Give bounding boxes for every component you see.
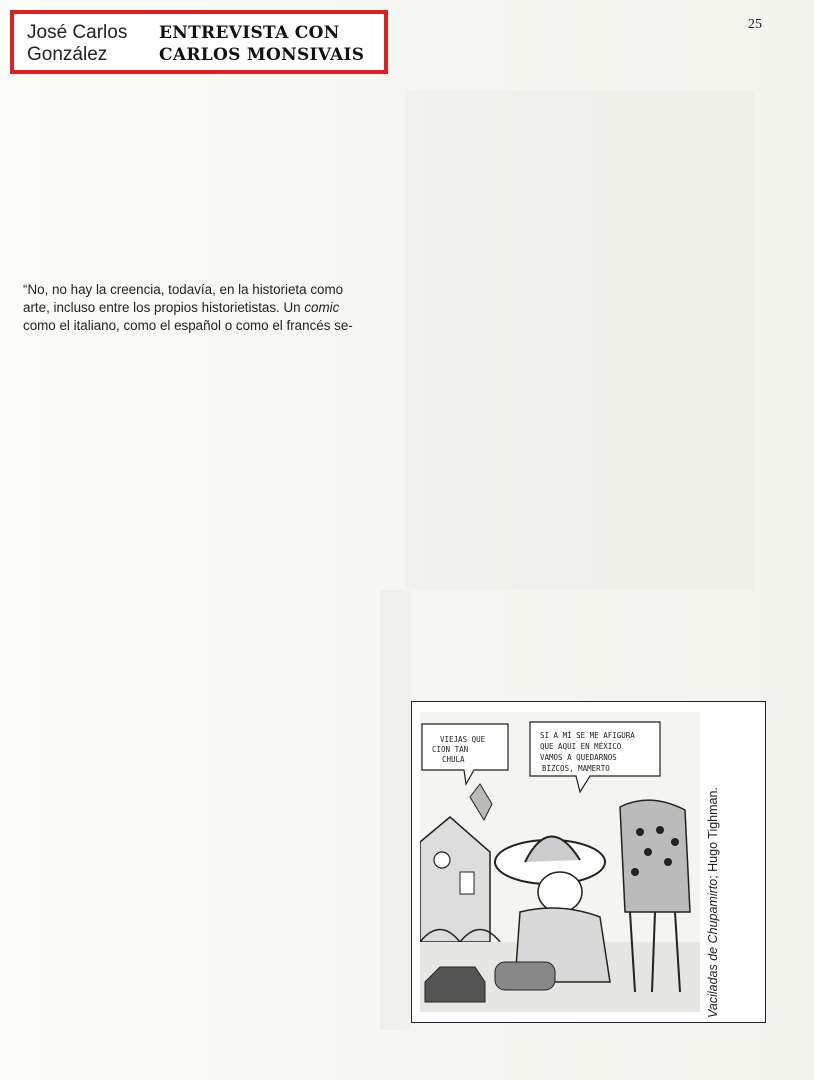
caption-italic: Vaciladas de Chupamirto — [706, 878, 720, 1018]
author-line: González — [27, 44, 108, 65]
woman-drawing — [620, 800, 690, 912]
bubble-text: CION TAN — [432, 745, 469, 754]
bubble-text: VAMOS A QUEDARNOS — [540, 753, 617, 762]
body-italic-word: comic — [304, 300, 340, 315]
comic-drawing — [420, 712, 700, 1012]
show-through-strip — [380, 590, 410, 1030]
title-line: ENTREVISTA CON — [159, 23, 340, 43]
author-line: José Carlos — [27, 22, 128, 43]
figure-caption — [706, 787, 720, 1018]
page-number: 25 — [748, 17, 762, 32]
body-line: “No, no hay la creencia, todavía, en la historieta como — [23, 282, 344, 297]
show-through-column — [405, 90, 755, 590]
body-line: como el italiano, como el español o como el francés se- — [23, 318, 353, 333]
bubble-text: CHULA — [442, 755, 465, 764]
author-name — [27, 22, 147, 66]
article-body — [23, 281, 379, 335]
bubble-text: SI A MÍ SE ME AFIGURA — [540, 731, 635, 740]
cannon-drawing — [495, 962, 555, 990]
body-text-run: arte, incluso entre los propios historietistas. Un — [23, 300, 305, 315]
bubble-text: BIZCOS, MAMERTO — [542, 764, 610, 773]
caption-text: ; Hugo Tighman. — [706, 787, 720, 879]
face-drawing — [538, 872, 582, 912]
clock-drawing — [434, 852, 450, 868]
bubble-text: VIEJAS QUE — [440, 735, 486, 744]
article-header — [10, 10, 388, 74]
title-line: CARLOS MONSIVAIS — [159, 45, 365, 65]
bubble-text: QUE AQUI EN MÉXICO — [540, 742, 622, 751]
body-line — [23, 299, 379, 317]
window-drawing — [460, 872, 474, 894]
article-title — [159, 22, 384, 66]
